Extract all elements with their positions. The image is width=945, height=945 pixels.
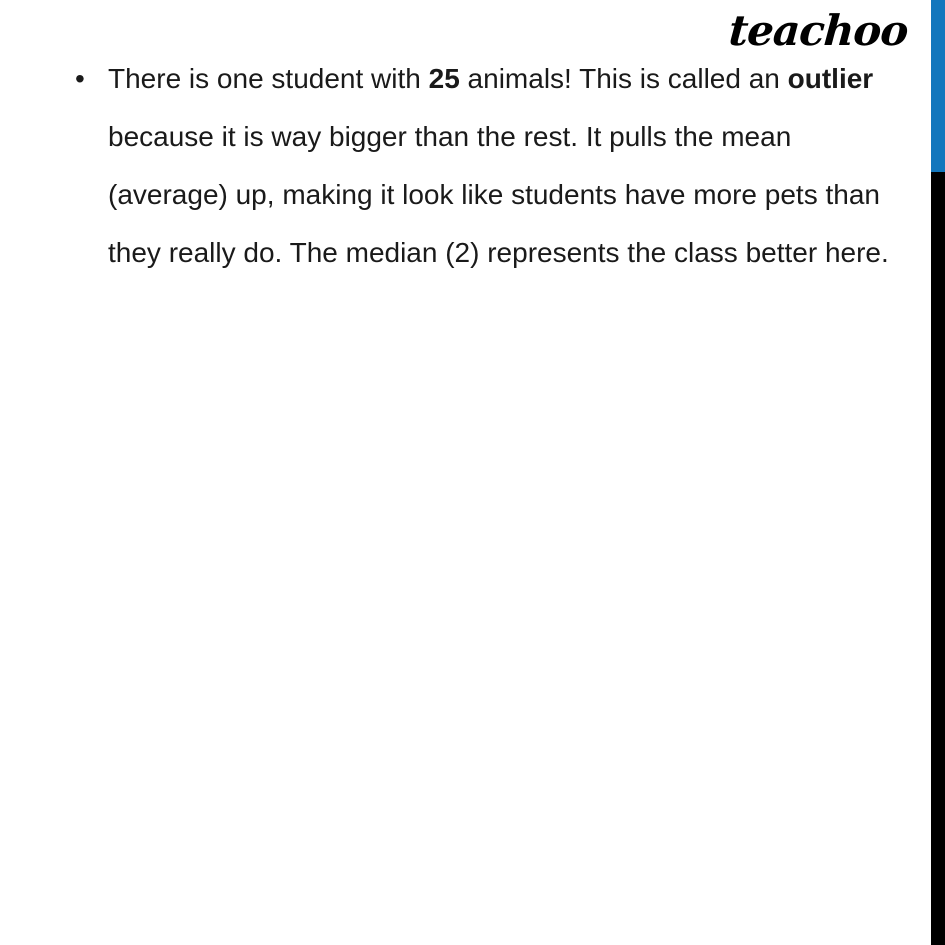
text-segment-bold-25: 25 (428, 63, 460, 94)
teachoo-logo: teachoo (726, 6, 909, 55)
text-segment: There is one student with (108, 63, 429, 94)
slide-body (75, 50, 903, 282)
bullet-paragraph (108, 50, 903, 282)
accent-bar-black (931, 172, 945, 945)
accent-bar-blue (931, 0, 945, 172)
bullet-item (75, 50, 903, 282)
bullet-marker: • (75, 63, 85, 94)
text-segment: because it is way bigger than the rest. It pulls the mean (average) up, making it look like students have more pets than they really do. The median (2) represents the class better here. (108, 121, 889, 268)
text-segment: animals! This is called an (459, 63, 788, 94)
text-segment-bold-outlier: outlier (787, 63, 874, 94)
